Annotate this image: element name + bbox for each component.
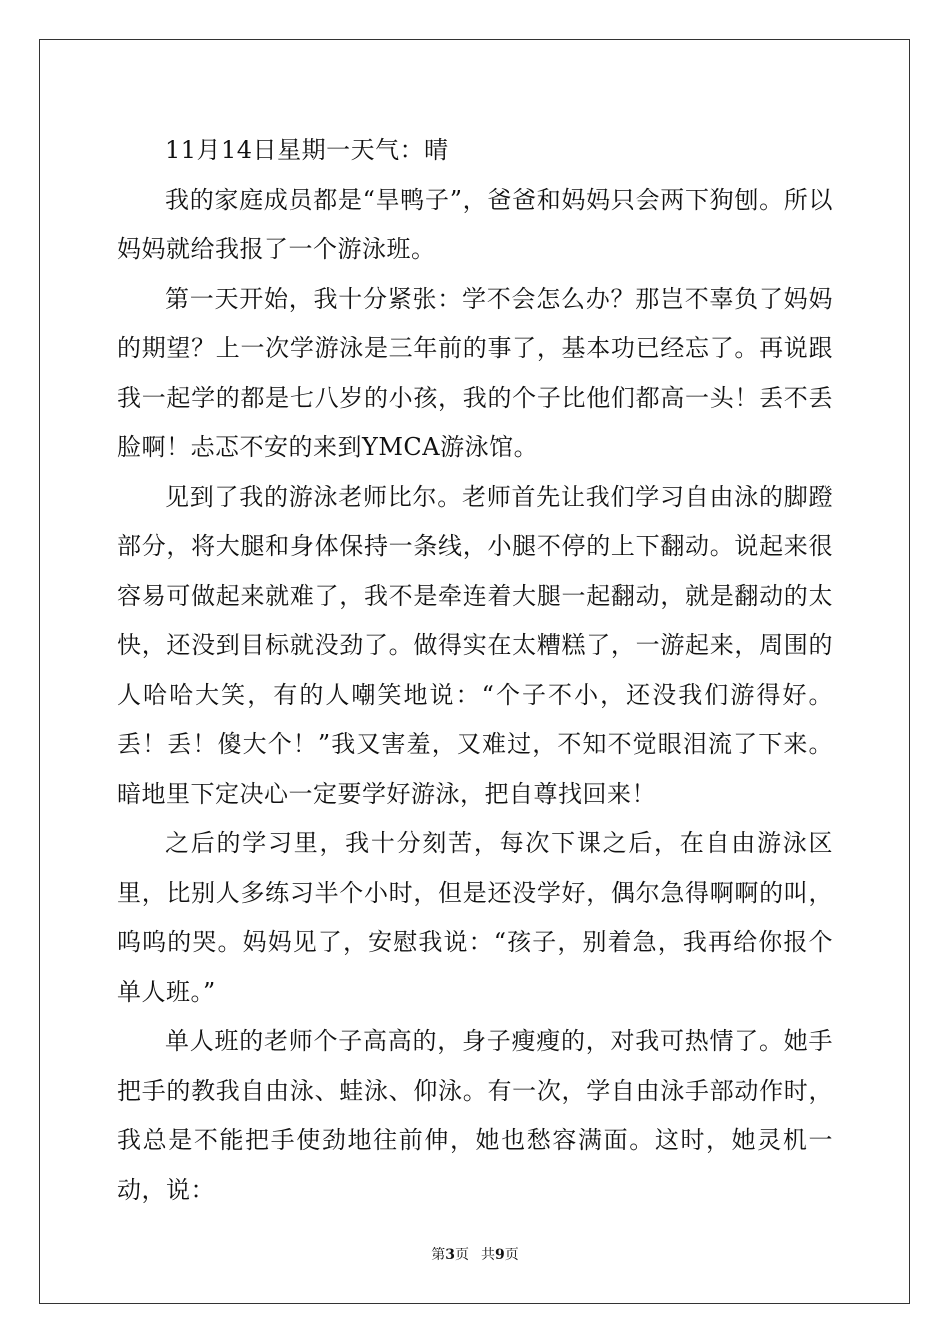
paragraph: 见到了我的游泳老师比尔。老师首先让我们学习自由泳的脚蹬部分，将大腿和身体保持一条线，小腿不停的上下翻动。说起来很容易可做起来就难了，我不是牵连着大腿一起翻动，就是翻动的太快，还没到目标就没劲了。做得实在太糟糕了，一游起来，周围的人哈哈大笑，有的人嘲笑地说：“个子不小，还没我们游得好。丢！丢！傻大个！”我又害羞，又难过，不知不觉眼泪流了下来。暗地里下定决心一定要学好游泳，把自尊找回来！ bbox=[117, 482, 833, 808]
page-footer bbox=[0, 1245, 950, 1265]
paragraph: 第一天开始，我十分紧张：学不会怎么办？那岂不辜负了妈妈的期望？上一次学游泳是三年前的事了，基本功已经忘了。再说跟我一起学的都是七八岁的小孩，我的个子比他们都高一头！丢不丢脸啊！忐忑不安的来到YMCA游泳馆。 bbox=[117, 284, 833, 461]
page-total: 共9页 bbox=[481, 1247, 519, 1263]
paragraph: 单人班的老师个子高高的，身子瘦瘦的，对我可热情了。她手把手的教我自由泳、蛙泳、仰泳。有一次，学自由泳手部动作时，我总是不能把手使劲地往前伸，她也愁容满面。这时，她灵机一动，说： bbox=[117, 1027, 833, 1204]
date-weather-line: 11月14日星期一天气：晴 bbox=[165, 136, 449, 164]
paragraph: 我的家庭成员都是“旱鸭子”，爸爸和妈妈只会两下狗刨。所以妈妈就给我报了一个游泳班。 bbox=[117, 185, 833, 263]
page-number: 第3页 bbox=[431, 1247, 469, 1263]
document-body bbox=[117, 126, 833, 1215]
paragraph: 之后的学习里，我十分刻苦，每次下课之后，在自由游泳区里，比别人多练习半个小时，但是还没学好，偶尔急得啊啊的叫，呜呜的哭。妈妈见了，安慰我说：“孩子，别着急，我再给你报个单人班。” bbox=[117, 829, 833, 1006]
